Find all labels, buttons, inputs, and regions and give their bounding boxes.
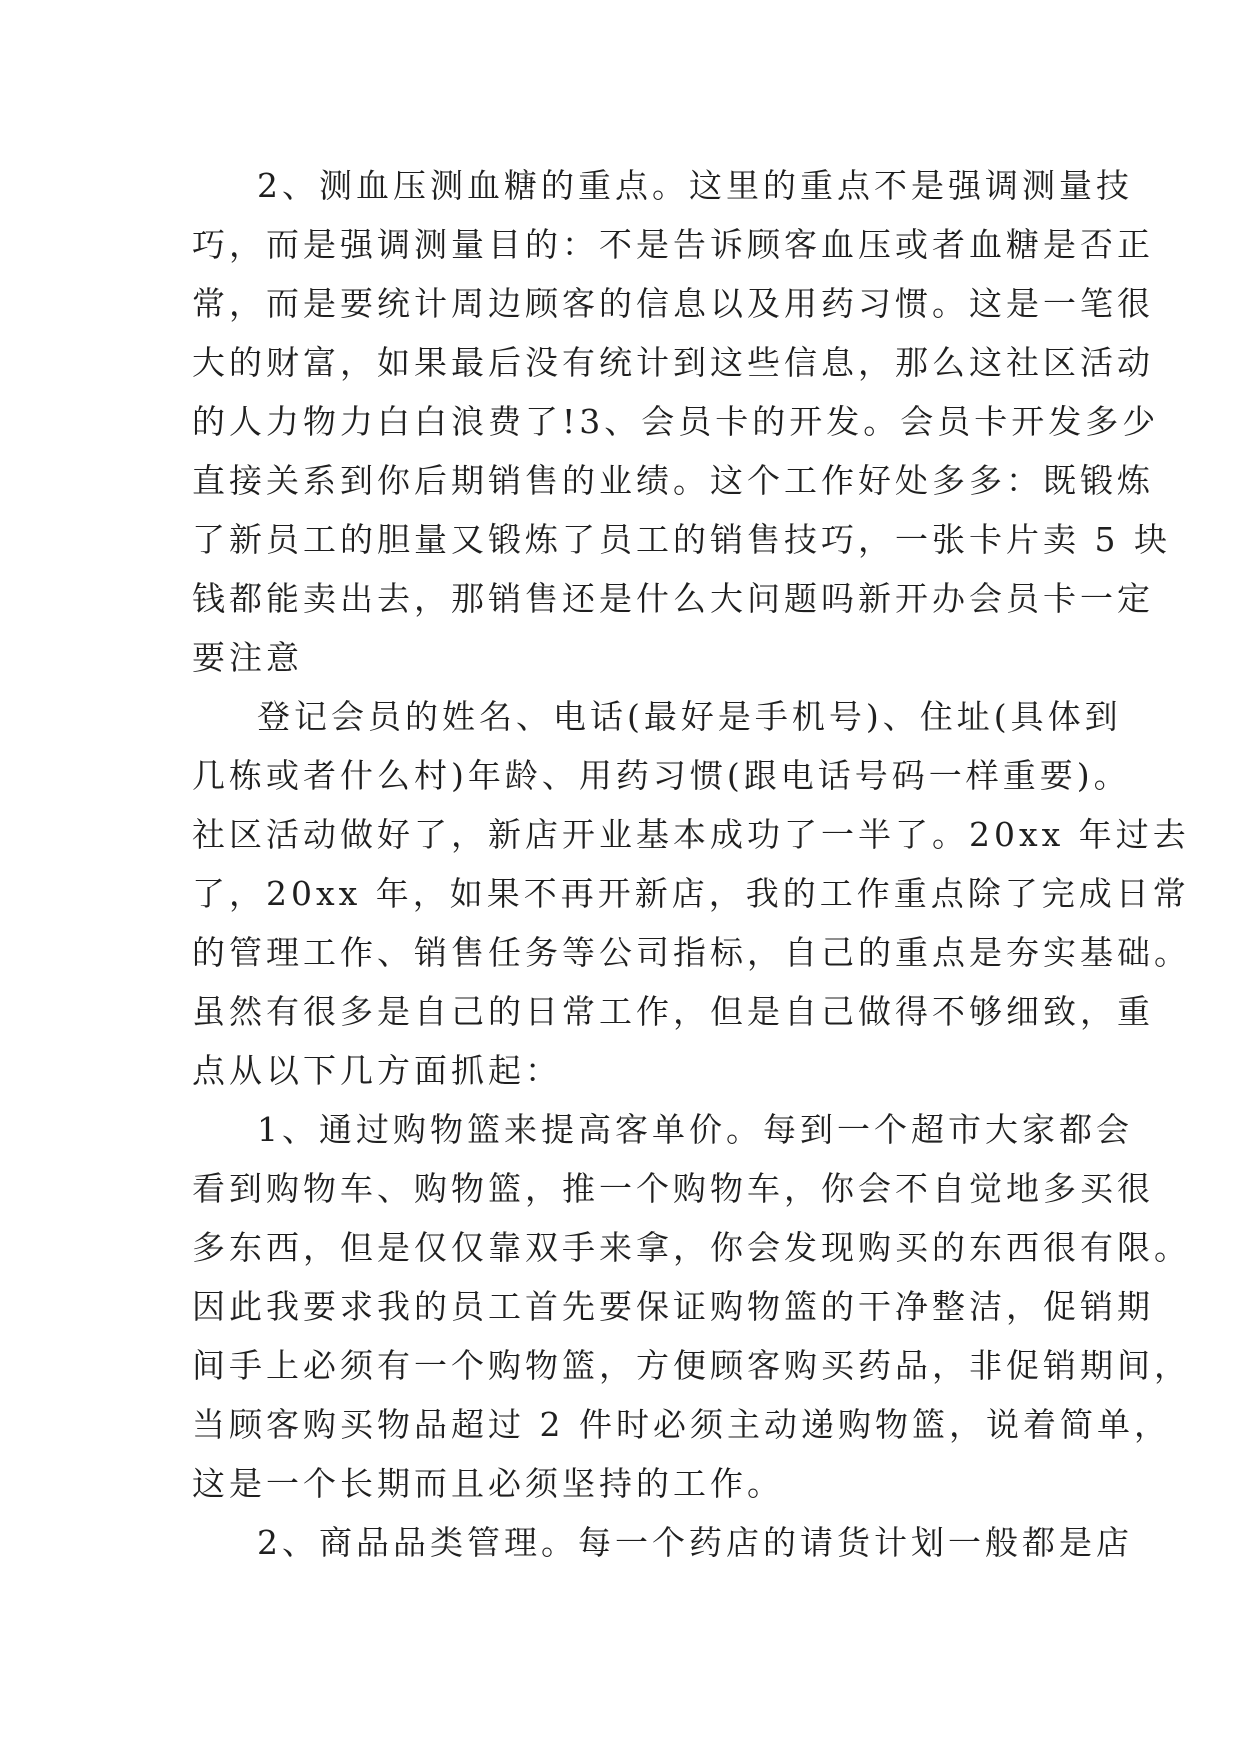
text-line: 几栋或者什么村)年龄、用药习惯(跟电话号码一样重要)。 bbox=[192, 756, 1131, 795]
text-line: 大的财富，如果最后没有统计到这些信息，那么这社区活动 bbox=[192, 343, 1154, 382]
text-line: 直接关系到你后期销售的业绩。这个工作好处多多：既锻炼 bbox=[192, 461, 1154, 500]
text-line: 2、商品品类管理。每一个药店的请货计划一般都是店 bbox=[257, 1523, 1133, 1562]
text-line: 的管理工作、销售任务等公司指标，自己的重点是夯实基础。 bbox=[192, 933, 1191, 972]
text-line: 的人力物力白白浪费了!3、会员卡的开发。会员卡开发多少 bbox=[192, 402, 1160, 441]
text-line: 常，而是要统计周边顾客的信息以及用药习惯。这是一笔很 bbox=[192, 284, 1154, 323]
text-line: 了，20xx 年，如果不再开新店，我的工作重点除了完成日常 bbox=[192, 874, 1190, 913]
text-line: 登记会员的姓名、电话(最好是手机号)、住址(具体到 bbox=[257, 697, 1122, 736]
text-line: 多东西，但是仅仅靠双手来拿，你会发现购买的东西很有限。 bbox=[192, 1228, 1191, 1267]
text-line: 1、通过购物篮来提高客单价。每到一个超市大家都会 bbox=[257, 1110, 1133, 1149]
text-line: 因此我要求我的员工首先要保证购物篮的干净整洁，促销期 bbox=[192, 1287, 1154, 1326]
text-line: 了新员工的胆量又锻炼了员工的销售技巧，一张卡片卖 5 块 bbox=[192, 520, 1171, 559]
text-line: 间手上必须有一个购物篮，方便顾客购买药品，非促销期间， bbox=[192, 1346, 1191, 1385]
text-line: 这是一个长期而且必须坚持的工作。 bbox=[192, 1464, 784, 1503]
text-line: 要注意 bbox=[192, 638, 303, 677]
text-line: 看到购物车、购物篮，推一个购物车，你会不自觉地多买很 bbox=[192, 1169, 1154, 1208]
text-line: 巧，而是强调测量目的：不是告诉顾客血压或者血糖是否正 bbox=[192, 225, 1154, 264]
text-line: 虽然有很多是自己的日常工作，但是自己做得不够细致，重 bbox=[192, 992, 1154, 1031]
text-line: 社区活动做好了，新店开业基本成功了一半了。20xx 年过去 bbox=[192, 815, 1190, 854]
text-line: 钱都能卖出去，那销售还是什么大问题吗新开办会员卡一定 bbox=[192, 579, 1154, 618]
text-line: 当顾客购买物品超过 2 件时必须主动递购物篮，说着简单， bbox=[192, 1405, 1171, 1444]
text-line: 2、测血压测血糖的重点。这里的重点不是强调测量技 bbox=[257, 166, 1133, 205]
text-line: 点从以下几方面抓起： bbox=[192, 1051, 562, 1090]
